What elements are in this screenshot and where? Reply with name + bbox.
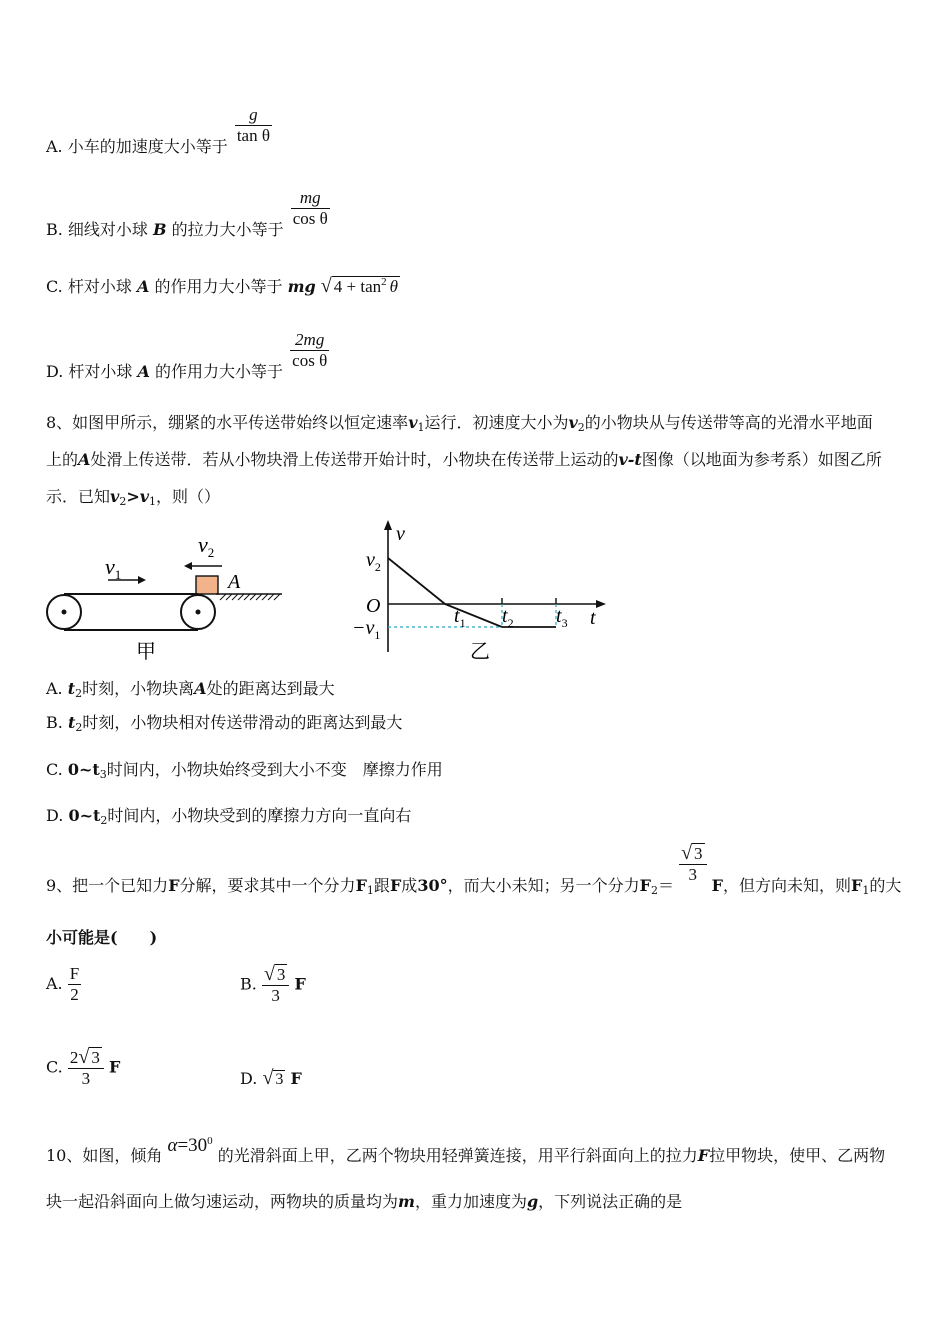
q10-stem-line-1 (46, 1135, 886, 1166)
q9-option-a-numerator: F (69, 964, 80, 983)
q9-option-c (46, 1047, 120, 1089)
q8-option-b-post: 时刻，小物块相对传送带滑动的距离达到最大 (82, 713, 403, 732)
q7-option-c-radicand: 4 + tan (333, 277, 382, 296)
q9-f2-denominator: 3 (679, 864, 706, 885)
q9-line1-f: ，但方向未知，则 (723, 875, 852, 895)
q9-line1-F1-sub: 1 (366, 883, 374, 897)
q7-option-b (46, 188, 330, 239)
q8-line1-b: 运行．初速度大小为 (424, 413, 569, 432)
q9-line1-a: 9、把一个已知力 (46, 875, 169, 895)
q9-line1-b: 分解，要求其中一个分力 (179, 875, 356, 895)
jia-v1-label: $v_1$ (105, 554, 122, 582)
q7-option-c-post: 的作用力大小等于 (154, 277, 283, 296)
q9-option-b-fraction: $\frac{√ 3}{3}$ (262, 964, 289, 1006)
q7-option-c (46, 272, 400, 298)
q9-line1-g: 的大 (869, 875, 902, 895)
q9-option-a-label: A. (46, 974, 63, 993)
q10-angle-formula (167, 1135, 212, 1156)
q8-option-a (46, 679, 335, 704)
q9-line1-angle: 30° (417, 875, 448, 895)
q7-option-a-denominator: tan θ (236, 126, 270, 145)
q8-line1-v1-sub: 1 (417, 421, 425, 434)
jia-block (196, 576, 218, 594)
q7-option-c-theta: θ (389, 277, 398, 296)
q7-option-b-pre: B. 细线对小球 (46, 220, 148, 239)
q9-option-c-fraction: $\frac{2√ 3}{3}$ (68, 1047, 104, 1089)
q8-option-c-post: 时间内，小物块始终受到大小不变 摩擦力作用 (106, 760, 443, 779)
q7-option-d-pre: D. 杆对小球 (46, 362, 133, 381)
q9-line1-F: F (168, 875, 180, 895)
yi-v2-label: $v_2$ (366, 549, 381, 574)
q7-option-b-numerator: mg (299, 188, 321, 207)
q9-option-b-F: F (294, 974, 306, 994)
q8-line1-v2-sub: 2 (577, 421, 585, 434)
q7-option-b-B: B (153, 220, 167, 239)
q7-option-a-numerator: g (249, 105, 258, 124)
q8-option-c-prefix: C. (46, 760, 63, 779)
q9-f2-fraction: $\frac{√ 3}{3}$ (679, 843, 706, 885)
jia-v1-arrowhead (138, 576, 146, 584)
q7-option-d-numerator: 2mg (295, 330, 325, 349)
q9-option-b-numerator: 3 (276, 965, 286, 984)
q8-option-a-A: A (194, 679, 207, 698)
q10-line1-a: 10、如图，倾角 (46, 1146, 163, 1165)
q10-line2-b: ，重力加速度为 (414, 1192, 527, 1211)
q9-option-b-label: B. (240, 974, 257, 994)
q7-option-c-sup: 2 (381, 276, 387, 288)
q7-option-d-A: A (137, 362, 150, 381)
yi-v-axis-label: v (396, 523, 405, 545)
q9-option-b (240, 964, 306, 1006)
jia-A-label: A (228, 571, 241, 593)
q9-line1-F1b-sub: 1 (862, 883, 870, 897)
q9-stem-line-1 (46, 842, 902, 897)
q9-line1-e: ，而大小未知；另一个分力 (447, 875, 640, 895)
q8-stem-line-3 (46, 487, 220, 512)
yi-segment-1 (388, 558, 445, 604)
yi-neg-v1-label: $-v_1$ (352, 617, 381, 642)
q10-line2-m: m (398, 1192, 415, 1211)
q7-option-d-post: 的作用力大小等于 (155, 362, 284, 381)
q9-option-b-denominator: 3 (262, 985, 289, 1006)
jia-caption: 甲 (136, 641, 156, 663)
figure-yi-vt-graph (348, 520, 610, 665)
q9-line1-F-2: F (389, 875, 402, 895)
q8-line1-c: 的小物块从与传送带等高的光滑水平地面 (584, 413, 873, 432)
yi-plot-line (388, 558, 556, 627)
yi-v-axis-arrow (384, 520, 392, 530)
q8-line3-v2: v (110, 487, 120, 506)
q9-f2-numerator: 3 (694, 844, 703, 863)
q8-option-b (46, 713, 402, 738)
q8-option-b-sub: 2 (75, 721, 83, 734)
q8-option-a-mid: 时刻，小物块离 (82, 679, 195, 698)
q8-line2-A: A (78, 450, 91, 469)
jia-ground-hatch (220, 594, 280, 600)
q8-option-c-range: 0~t (67, 760, 100, 779)
yi-t1-label: $t_1$ (454, 605, 466, 630)
figure-jia-conveyor (40, 530, 290, 665)
yi-t-axis-arrow (596, 600, 606, 608)
q9-line1-F1b: F (851, 875, 863, 895)
q9-option-a-denominator: 2 (68, 984, 81, 1005)
q9-stem-line-2 (46, 928, 157, 948)
q9-option-c-label: C. (46, 1057, 63, 1077)
q8-line3-b: ，则（） (156, 487, 221, 506)
q8-line1-v1: v (408, 413, 418, 432)
q7-option-a (46, 105, 272, 156)
q8-line3-v1-sub: 1 (149, 495, 157, 508)
yi-t2-label: $t_2$ (502, 605, 514, 630)
q8-line1-a: 8、如图甲所示，绷紧的水平传送带始终以恒定速率 (46, 413, 409, 432)
q10-line1-b: 的光滑斜面上甲，乙两个物块用轻弹簧连接，用平行斜面向上的拉力 (217, 1146, 698, 1165)
q9-line1-c: 跟 (373, 875, 390, 895)
yi-t-axis-label: t (590, 607, 596, 629)
q8-line3-v2-sub: 2 (119, 495, 127, 508)
q7-option-b-label (46, 220, 289, 239)
q9-option-c-F: F (108, 1057, 121, 1077)
q8-stem-line-2 (46, 450, 882, 470)
q10-alpha: α (167, 1135, 178, 1156)
q8-option-d-post: 时间内，小物块受到的摩擦力方向一直向右 (107, 806, 412, 825)
q7-option-d (46, 330, 329, 381)
q9-line1-d: 成 (401, 875, 418, 895)
q9-option-d-F: F (290, 1069, 302, 1088)
q9-line1-F1: F (355, 875, 367, 895)
q9-line1-F2: F (639, 875, 651, 895)
q10-line2-c: ，下列说法正确的是 (538, 1192, 683, 1211)
q10-angle-value: =30 (177, 1135, 208, 1156)
q9-line1-F2-sub: 2 (650, 883, 658, 897)
q7-option-d-label (46, 362, 288, 381)
q8-option-c-sub: 3 (99, 768, 107, 781)
q8-line2-b: 处滑上传送带．若从小物块滑上传送带开始计时，小物块在传送带上运动的 (90, 450, 619, 469)
q10-line2-g: g (526, 1192, 539, 1211)
q7-option-c-sqrt: √ $4 + \tan^2 \theta$ (320, 275, 398, 297)
q8-line3-gt: > (126, 487, 140, 506)
yi-origin-label: O (366, 595, 381, 617)
q7-option-c-A: A (136, 277, 150, 296)
q8-option-a-sub: 2 (75, 687, 83, 700)
q9-option-c-denominator: 3 (68, 1068, 104, 1089)
q9-option-d (240, 1068, 302, 1090)
q7-option-c-pre: C. 杆对小球 (46, 277, 132, 296)
q8-stem-line-1 (46, 413, 873, 438)
q9-option-c-coef: 2 (69, 1048, 79, 1067)
q10-angle-sup: 0 (207, 1135, 213, 1147)
q9-line2: 小可能是( ) (46, 928, 158, 947)
q8-option-d-range: 0~t (68, 806, 101, 825)
q9-option-d-label: D. (240, 1069, 258, 1088)
yi-caption: 乙 (470, 641, 490, 663)
q10-line1-c: 拉甲物块，使甲、乙两物 (709, 1146, 886, 1165)
q10-stem-line-2 (46, 1192, 682, 1212)
q8-option-b-t: t (67, 713, 76, 732)
q8-line3-v1: v (139, 487, 150, 506)
q9-option-d-radicand: 3 (275, 1071, 284, 1088)
q8-option-b-prefix: B. (46, 713, 63, 732)
q9-line1-F-3: F (711, 875, 723, 895)
q9-option-d-sqrt: √ 3 (262, 1067, 284, 1089)
q8-line2-a: 上的 (46, 450, 79, 469)
q10-line1-F: F (697, 1146, 710, 1165)
q7-option-b-denominator: cos θ (292, 209, 328, 228)
q8-option-a-prefix: A. (46, 679, 63, 698)
q8-option-d-prefix: D. (46, 806, 64, 825)
q8-option-d (46, 806, 411, 831)
q9-option-a-fraction (68, 964, 81, 1005)
q8-line1-v2: v (568, 413, 578, 432)
q8-line2-c: 图像（以地面为参考系）如图乙所 (641, 450, 882, 469)
q9-line1-eq: ＝ (657, 875, 674, 895)
q8-option-d-sub: 2 (100, 814, 108, 827)
q8-option-a-post: 处的距离达到最大 (206, 679, 335, 698)
q9-option-c-radicand: 3 (91, 1048, 100, 1067)
q7-option-b-post: 的拉力大小等于 (171, 220, 284, 239)
q7-option-a-label: A. 小车的加速度大小等于 (46, 137, 228, 156)
q8-option-c (46, 760, 443, 785)
q7-option-c-mg: mg (287, 277, 316, 296)
q9-option-a (46, 964, 81, 1005)
q7-option-b-fraction (291, 188, 330, 229)
q8-line3-a: 示．已知 (46, 487, 111, 506)
q7-option-d-fraction (290, 330, 329, 371)
q7-option-d-denominator: cos θ (292, 351, 328, 370)
jia-v2-arrowhead (184, 562, 192, 570)
q8-option-a-t: t (67, 679, 76, 698)
yi-t3-label: $t_3$ (556, 605, 568, 630)
q7-option-a-fraction (235, 105, 272, 146)
q8-line2-vt: v-t (618, 450, 642, 469)
jia-v2-label: $v_2$ (198, 532, 215, 560)
q10-line2-a: 块一起沿斜面向上做匀速运动，两物块的质量均为 (46, 1192, 399, 1211)
